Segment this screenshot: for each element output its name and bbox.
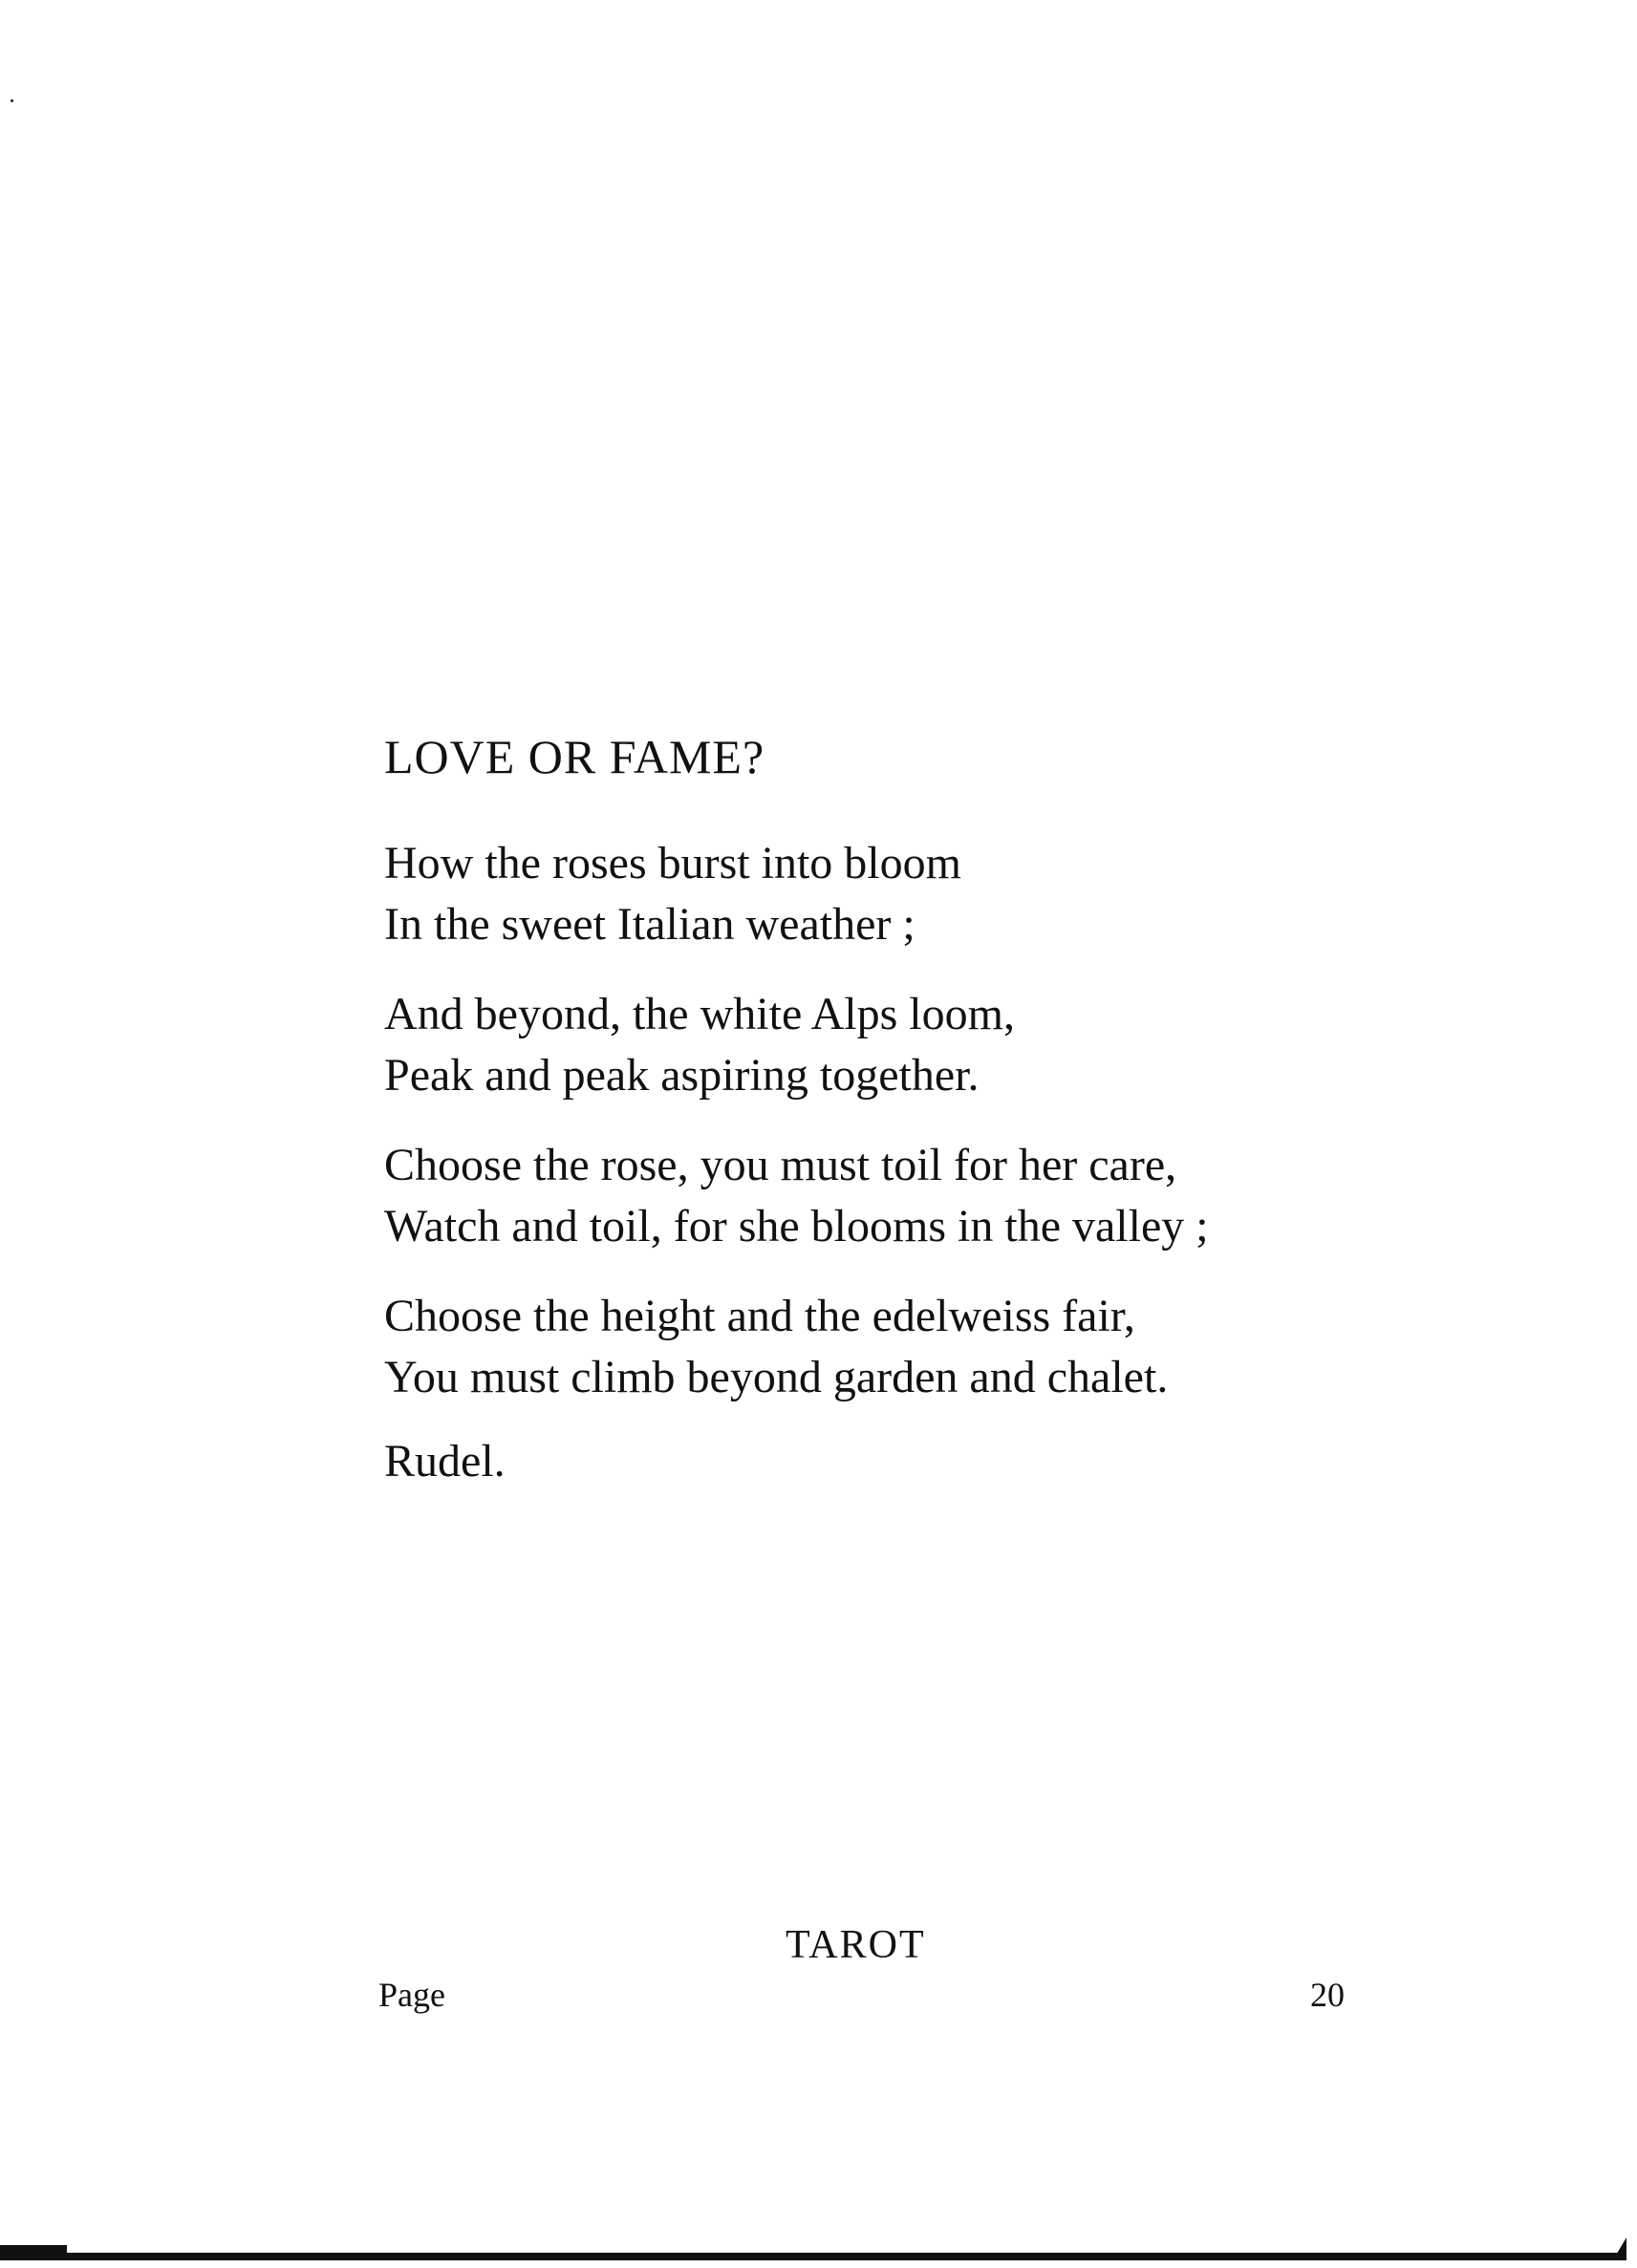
bottom-rule xyxy=(0,2253,1626,2260)
poem-line: Choose the rose, you must toil for her care, xyxy=(384,1140,1177,1190)
page-label: Page xyxy=(378,1976,445,2014)
running-title: TAROT xyxy=(786,1923,926,1967)
stanza-3 xyxy=(384,1135,1388,1257)
scan-edge-mark-right xyxy=(1615,2237,1626,2257)
poem-line: Choose the height and the edelweiss fair, xyxy=(384,1291,1135,1341)
poem-line: In the sweet Italian weather ; xyxy=(384,899,915,950)
stanza-2 xyxy=(384,984,1388,1106)
scan-speck xyxy=(11,99,13,102)
poem-line: You must climb beyond garden and chalet. xyxy=(384,1352,1169,1402)
poem-signature: Rudel. xyxy=(384,1436,506,1487)
poem-line: Watch and toil, for she blooms in the valley ; xyxy=(384,1201,1209,1252)
stanza-4 xyxy=(384,1286,1388,1408)
poem-title: LOVE OR FAME? xyxy=(384,730,765,783)
poem-line: How the roses burst into bloom xyxy=(384,838,961,888)
page-number: 20 xyxy=(1310,1976,1345,2014)
stanza-1 xyxy=(384,833,1388,955)
poem-line: And beyond, the white Alps loom, xyxy=(384,989,1015,1039)
poem xyxy=(384,728,1388,1492)
poem-line: Peak and peak aspiring together. xyxy=(384,1050,980,1101)
